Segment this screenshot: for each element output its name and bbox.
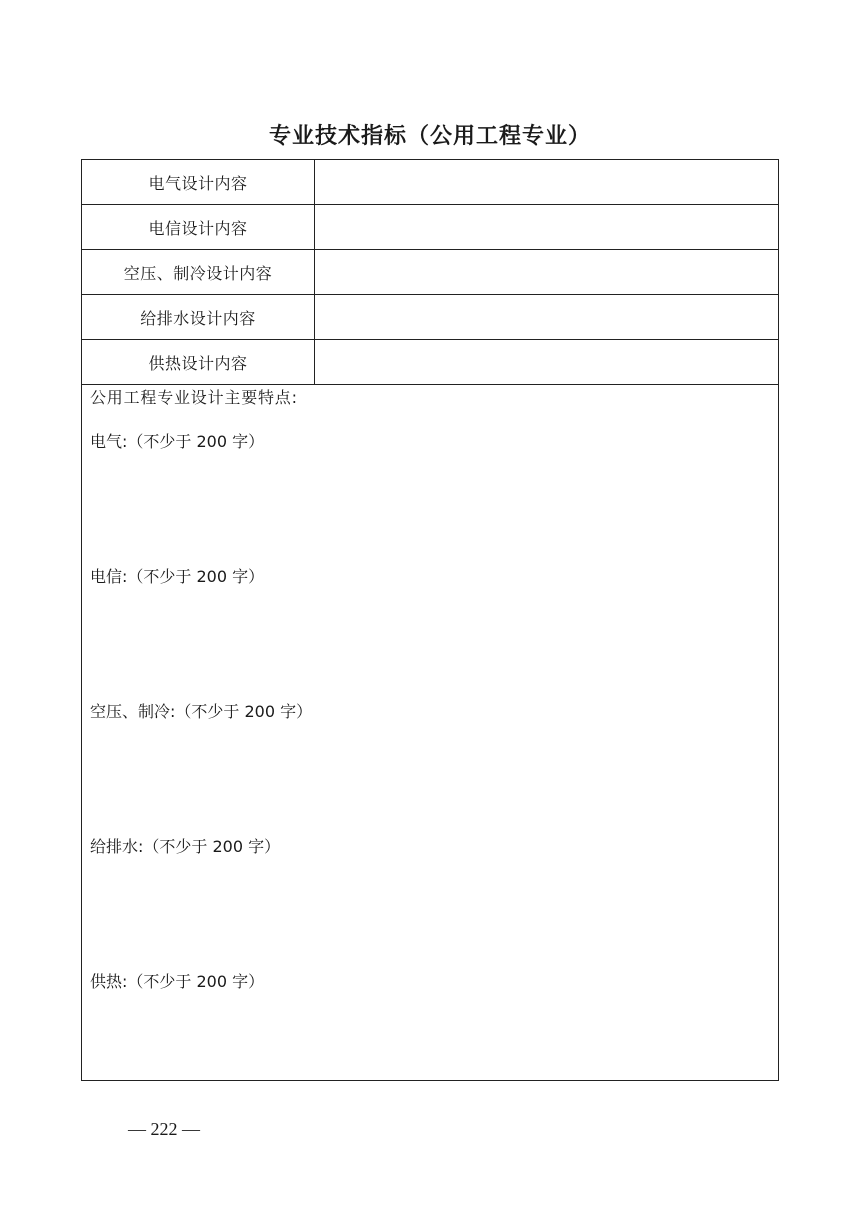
row-label-water-supply-drainage: 给排水设计内容 <box>82 295 315 339</box>
design-features-section <box>82 385 778 1080</box>
row-label-air-refrigeration: 空压、制冷设计内容 <box>82 250 315 294</box>
row-label-heating: 供热设计内容 <box>82 340 315 384</box>
design-features-heading: 公用工程专业设计主要特点: <box>90 388 298 407</box>
feature-text-area-telecom[interactable] <box>90 592 770 697</box>
feature-label-water-supply-drainage: 给排水:（不少于 200 字） <box>90 837 281 856</box>
row-value-air-refrigeration[interactable] <box>315 250 778 294</box>
page-number: — 222 — <box>128 1119 200 1139</box>
feature-text-area-water-supply-drainage[interactable] <box>90 862 770 967</box>
feature-section-electrical <box>82 431 778 566</box>
row-value-water-supply-drainage[interactable] <box>315 295 778 339</box>
feature-section-heating <box>82 971 778 1106</box>
table-row-telecom <box>82 205 778 250</box>
technical-indicators-table <box>81 159 779 1081</box>
feature-label-heating: 供热:（不少于 200 字） <box>90 972 265 991</box>
row-label-electrical: 电气设计内容 <box>82 160 315 204</box>
table-row-water-supply-drainage <box>82 295 778 340</box>
feature-label-telecom: 电信:（不少于 200 字） <box>90 567 265 586</box>
feature-section-air-refrigeration <box>82 701 778 836</box>
feature-text-area-air-refrigeration[interactable] <box>90 727 770 832</box>
row-label-telecom: 电信设计内容 <box>82 205 315 249</box>
table-row-heating <box>82 340 778 385</box>
feature-text-area-electrical[interactable] <box>90 457 770 562</box>
feature-text-area-heating[interactable] <box>90 997 770 1102</box>
feature-section-water-supply-drainage <box>82 836 778 971</box>
row-value-electrical[interactable] <box>315 160 778 204</box>
feature-label-air-refrigeration: 空压、制冷:（不少于 200 字） <box>90 702 313 721</box>
table-row-electrical <box>82 160 778 205</box>
feature-section-telecom <box>82 566 778 701</box>
feature-label-electrical: 电气:（不少于 200 字） <box>90 432 265 451</box>
table-row-air-refrigeration <box>82 250 778 295</box>
row-value-heating[interactable] <box>315 340 778 384</box>
row-value-telecom[interactable] <box>315 205 778 249</box>
document-title: 专业技术指标（公用工程专业） <box>268 124 591 149</box>
